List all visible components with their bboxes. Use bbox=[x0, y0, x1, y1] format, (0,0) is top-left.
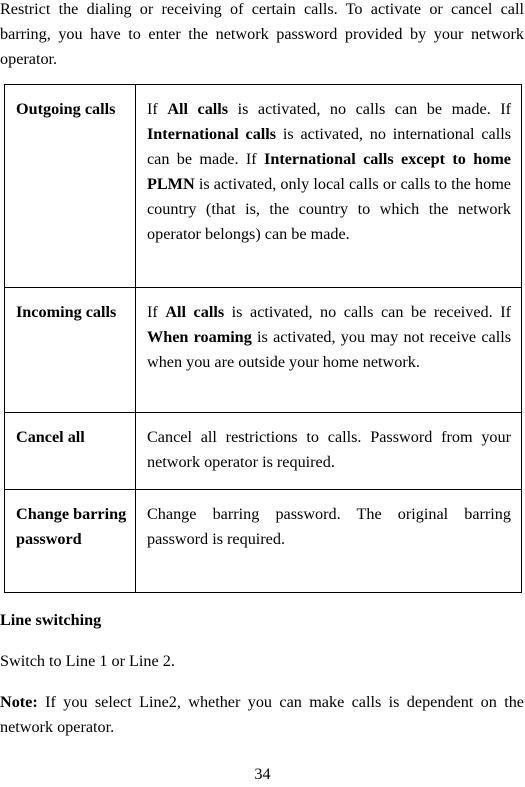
line-switching-paragraph: Switch to Line 1 or Line 2. bbox=[0, 652, 175, 670]
description-text: If bbox=[147, 303, 166, 321]
description-text: is activated, no calls can be made. If bbox=[228, 100, 511, 118]
term-cell bbox=[5, 490, 136, 593]
bold-option-name: When roaming bbox=[147, 328, 252, 346]
term-change-barring-password: Change barring password bbox=[16, 505, 127, 548]
description-change-barring-password bbox=[136, 490, 521, 562]
table-row bbox=[5, 490, 522, 593]
call-barring-table bbox=[4, 84, 522, 593]
bold-option-name: International calls except to home PLMN bbox=[147, 150, 511, 193]
table-row bbox=[5, 413, 522, 490]
description-text: Change barring password. The original barring password is required. bbox=[147, 505, 511, 548]
description-cell bbox=[136, 288, 522, 413]
term-cell bbox=[5, 85, 136, 288]
table-row bbox=[5, 85, 522, 288]
note-label: Note: bbox=[0, 693, 38, 711]
description-incoming-calls bbox=[136, 288, 521, 385]
description-text: is activated, only local calls or calls to the home country (that is, the country to which the network operator belongs) can be made. bbox=[147, 175, 511, 243]
section-heading: Line switching bbox=[0, 611, 102, 629]
bold-option-name: All calls bbox=[165, 303, 225, 321]
description-text: If bbox=[147, 100, 168, 118]
description-cell bbox=[136, 490, 522, 593]
bold-option-name: All calls bbox=[167, 100, 229, 118]
description-cell bbox=[136, 85, 522, 288]
intro-paragraph: Restrict the dialing or receiving of certain calls. To activate or cancel call barring, you have to enter the network password provided by your network operator. bbox=[0, 0, 524, 68]
description-text: is activated, no international calls can be made. If bbox=[147, 125, 512, 168]
description-cell bbox=[136, 413, 522, 490]
description-outgoing-calls bbox=[136, 85, 521, 257]
description-text: is activated, you may not receive calls when you are outside your home network. bbox=[147, 328, 512, 371]
note-text: If you select Line2, whether you can make calls is dependent on the network operator. bbox=[0, 693, 524, 736]
description-text: is activated, no calls can be received. If bbox=[224, 303, 512, 321]
bold-option-name: International calls bbox=[147, 125, 277, 143]
page-number: 34 bbox=[254, 765, 271, 783]
note-paragraph bbox=[0, 690, 524, 740]
description-text: Cancel all restrictions to calls. Password from your network operator is required. bbox=[147, 428, 511, 471]
term-cancel-all: Cancel all bbox=[16, 428, 85, 446]
term-cell bbox=[5, 288, 136, 413]
term-incoming-calls: Incoming calls bbox=[16, 303, 117, 321]
term-outgoing-calls: Outgoing calls bbox=[16, 100, 116, 118]
table-row bbox=[5, 288, 522, 413]
description-cancel-all bbox=[136, 413, 521, 485]
term-cell bbox=[5, 413, 136, 490]
